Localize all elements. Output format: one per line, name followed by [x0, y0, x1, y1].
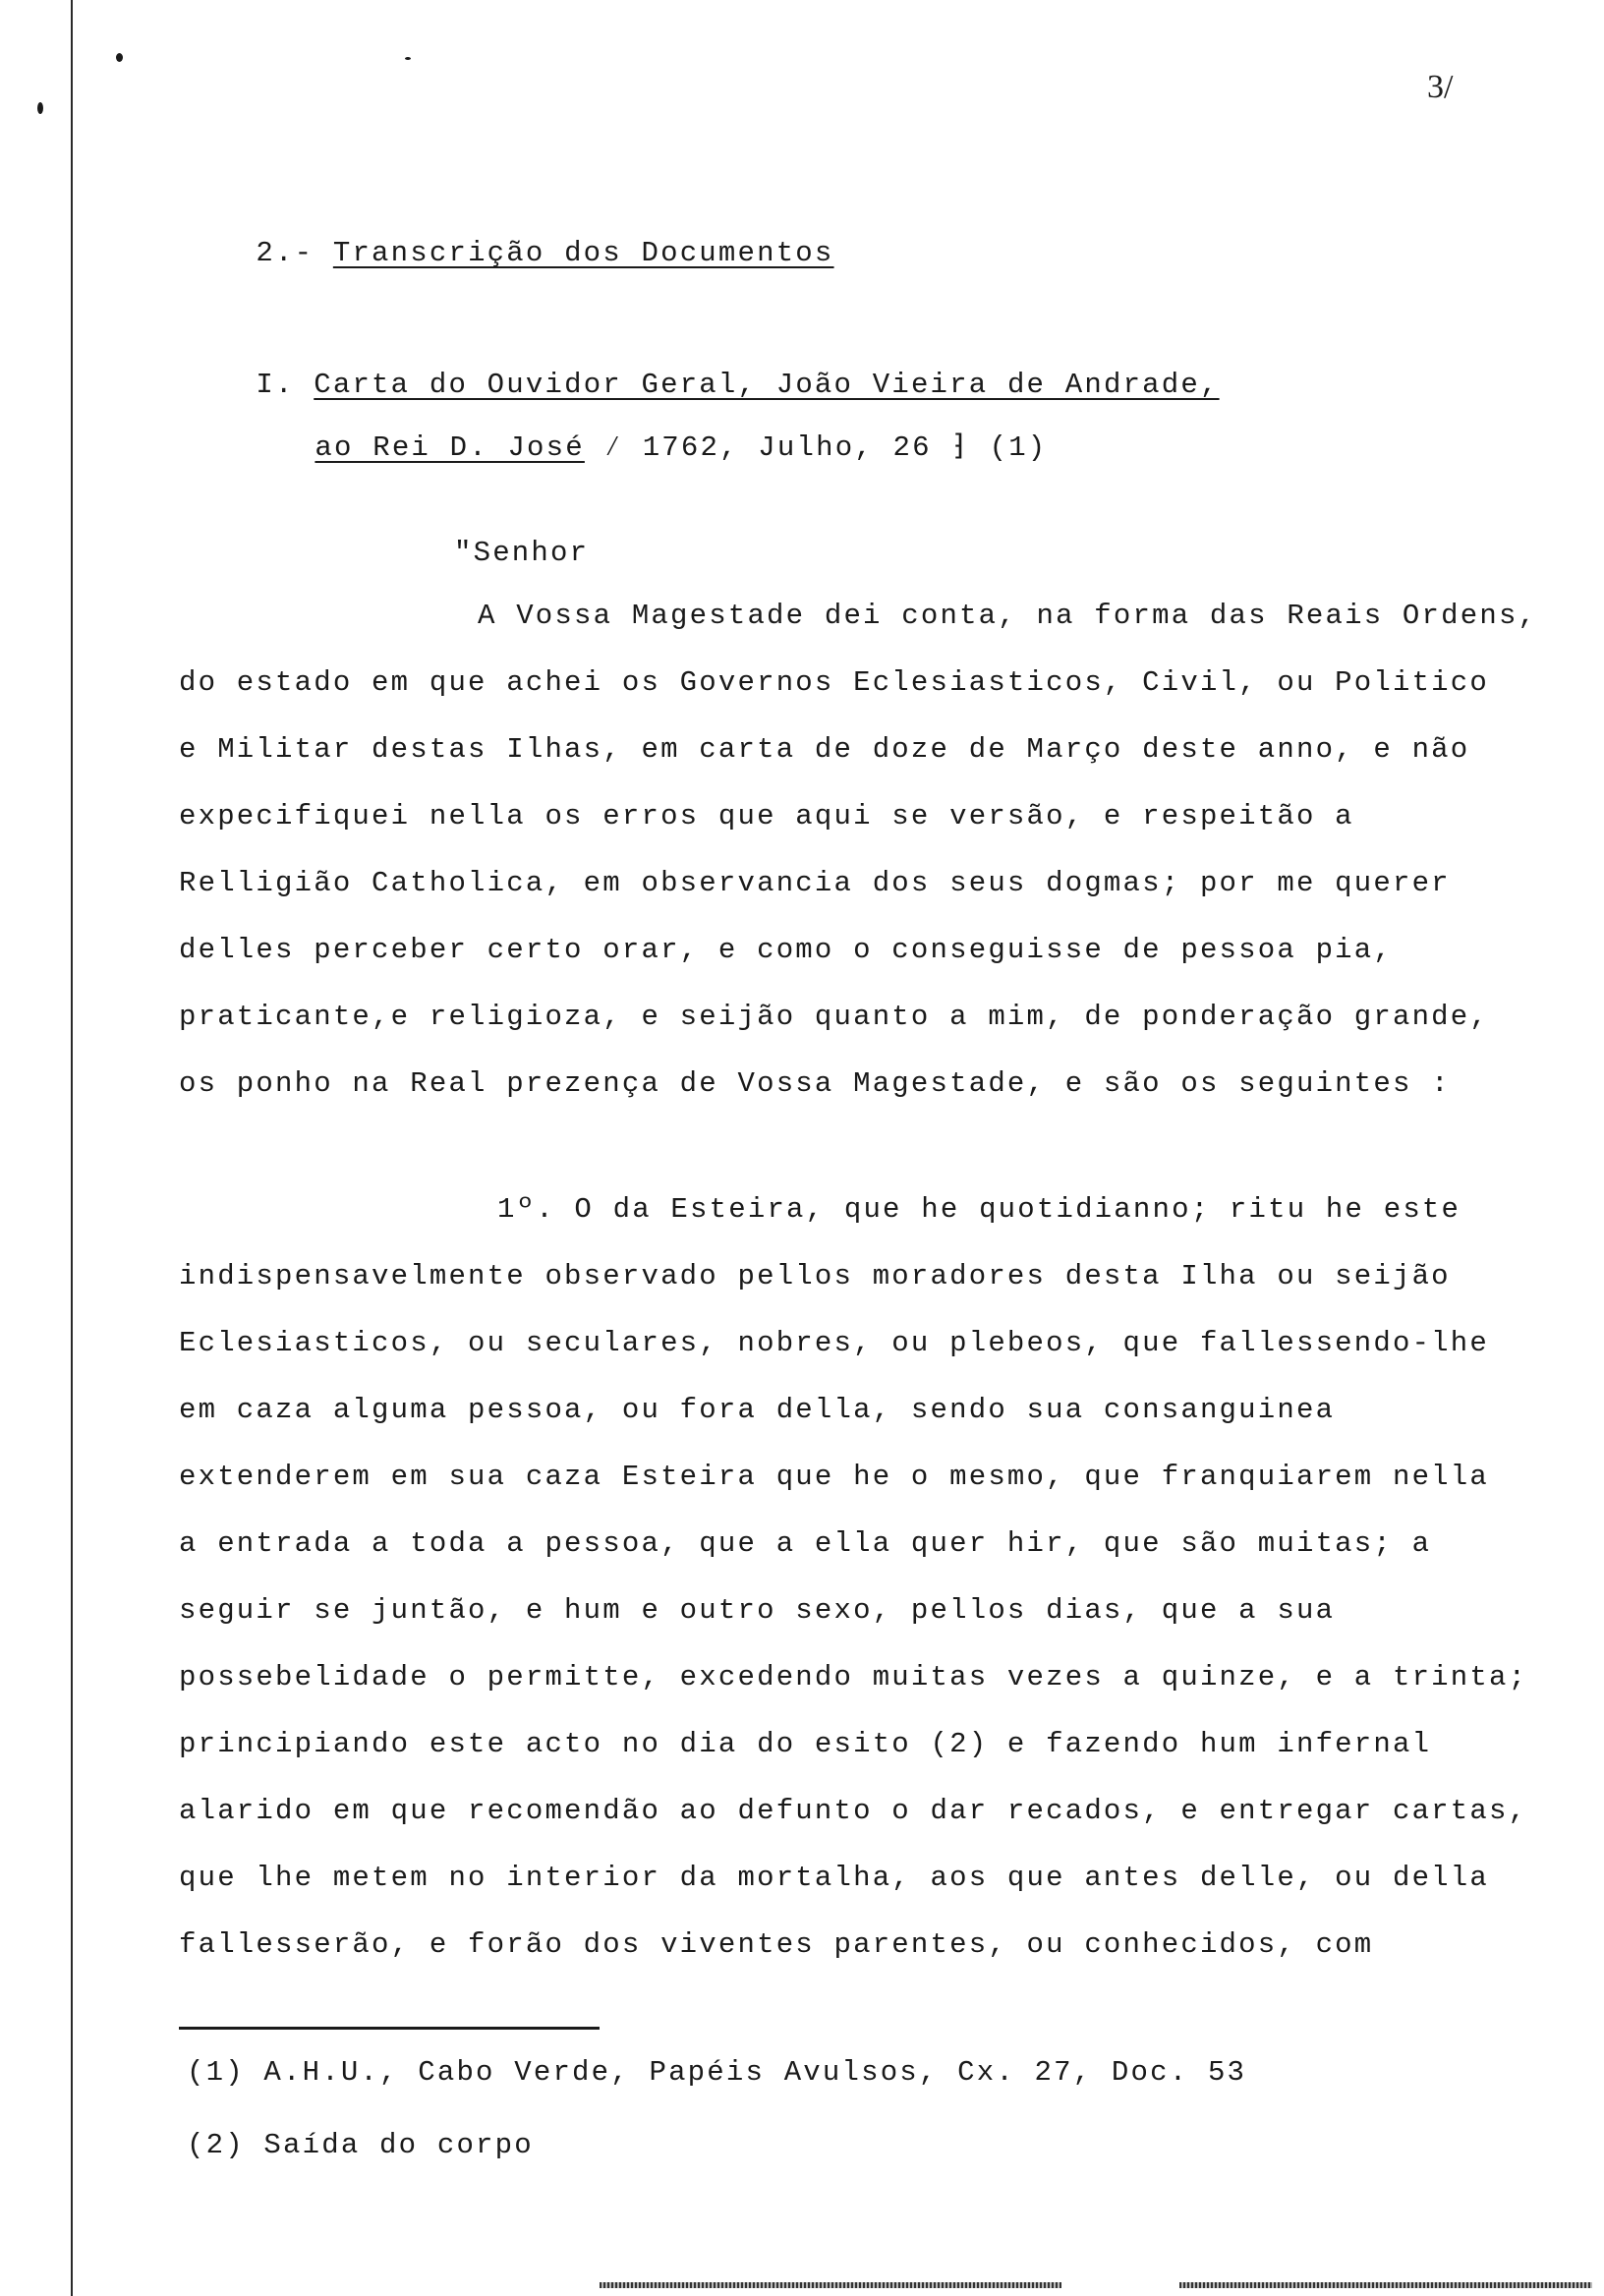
paragraph1-line: expecifiquei nella os erros que aqui se versão, e respeitão a [179, 800, 1354, 832]
paragraph2-line: extenderem em sua caza Esteira que he o mesmo, que franquiarem nella [179, 1461, 1489, 1493]
paragraph2-line: alarido em que recomendão ao defunto o dar recados, e entregar cartas, [179, 1795, 1528, 1827]
paragraph2-line: indispensavelmente observado pellos moradores desta Ilha ou seijão [179, 1260, 1451, 1292]
paragraph2-line: a entrada a toda a pessoa, que a ella quer hir, que são muitas; a [179, 1527, 1432, 1560]
document-numeral: I. [256, 369, 295, 401]
paragraph1-line: os ponho na Real prezença de Vossa Magestade, e são os seguintes : [179, 1067, 1451, 1100]
section-title: Transcrição dos Documentos [332, 237, 834, 269]
document-addressee: ao Rei D. José [315, 431, 585, 464]
paragraph1-line: e Militar destas Ilhas, em carta de doze de Março deste anno, e não [179, 733, 1470, 766]
scan-artifact-strip [600, 2282, 1061, 2288]
scan-artifact-strip [1179, 2282, 1592, 2288]
section-heading [179, 210, 834, 296]
paragraph2-line: principiando este acto no dia do esito (2) e fazendo hum infernal [179, 1728, 1432, 1760]
paragraph1-line: delles perceber certo orar, e como o conseguisse de pessoa pia, [179, 934, 1393, 966]
document-title: Carta do Ouvidor Geral, João Vieira de Andrade, [314, 369, 1220, 401]
paragraph2-line: em caza alguma pessoa, ou fora della, sendo sua consanguinea [179, 1394, 1336, 1426]
page-number: 3/ [1427, 69, 1454, 105]
binding-edge-line [71, 0, 73, 2296]
scan-speck [37, 102, 43, 114]
salutation: "Senhor [454, 537, 590, 569]
paragraph2-line: Eclesiasticos, ou seculares, nobres, ou plebeos, que fallessendo-lhe [179, 1327, 1489, 1359]
footnote-2: (2) Saída do corpo [187, 2129, 534, 2161]
footnote-1: (1) A.H.U., Cabo Verde, Papéis Avulsos, Cx. 27, Doc. 53 [187, 2056, 1247, 2089]
paragraph1-line: praticante,e religioza, e seijão quanto a mim, de ponderação grande, [179, 1001, 1489, 1033]
paragraph2-line: possebelidade o permitte, excedendo muitas vezes a quinze, e a trinta; [179, 1661, 1528, 1693]
paragraph2-line: 1º. O da Esteira, que he quotidianno; ritu he este [497, 1193, 1461, 1226]
scan-speck [405, 57, 411, 60]
section-number: 2.- [256, 237, 315, 269]
paragraph2-line: fallesserão, e forão dos viventes parentes, ou conhecidos, com [179, 1928, 1374, 1961]
footnote-divider [179, 2027, 600, 2030]
paragraph1-line: Relligião Catholica, em observancia dos seus dogmas; por me querer [179, 867, 1451, 899]
paragraph1-line: A Vossa Magestade dei conta, na forma das Reais Ordens, [478, 600, 1538, 632]
document-date: ⁄ 1762, Julho, 26 ⁆ (1) [603, 431, 1048, 464]
paragraph1-line: do estado em que achei os Governos Eclesiasticos, Civil, ou Politico [179, 666, 1489, 699]
paragraph2-line: seguir se juntão, e hum e outro sexo, pellos dias, que a sua [179, 1594, 1336, 1627]
scan-speck [116, 53, 123, 62]
paragraph2-line: que lhe metem no interior da mortalha, aos que antes delle, ou della [179, 1862, 1489, 1894]
document-heading-line2 [238, 405, 1047, 490]
